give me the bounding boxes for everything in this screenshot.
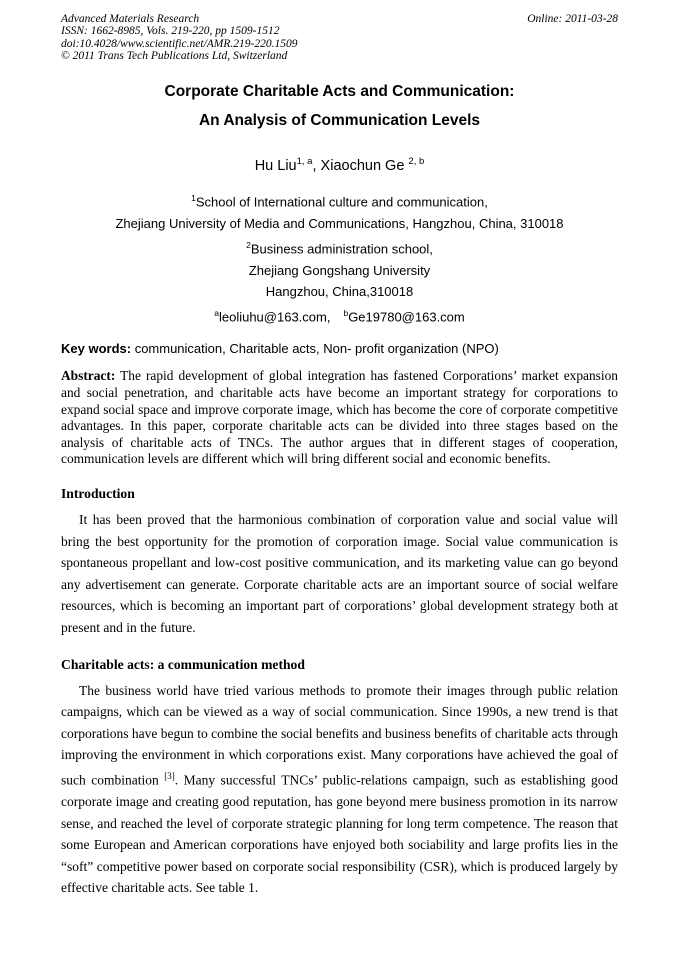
paper-title-line2: An Analysis of Communication Levels [198,111,481,129]
online-date: Online: 2011-03-28 [527,13,618,25]
affiliation-4-text: Zhejiang Gongshang University [248,262,431,278]
charitable-acts-text-after-ref: . Many successful TNCs’ public-relations campaign, such as establishing good corporate image and creating good reputation, has gone beyond mere business promotion in its narrow sense, and reached the level of corporate strategic planning for long term competence. The reason that some European and American corporations have enjoyed both sociability and large profits lies in the “soft” competitive power based on corporate social responsibility (CSR), which is produced largely by effective charitable acts. See table 1. [61,772,619,896]
charitable-acts-text-before-ref: The business world have tried various methods to promote their images through public relation campaigns, which can be viewed as a way of social communication. Since 1990s, a new trend is that corporations have begun to combine the social benefits and business benefits of charitable acts through improving the environment in which corporations exist. Many corporations have achieved the goal of such combination [61,682,618,788]
journal-name: Advanced Materials Research [61,13,200,25]
affiliation-line-2 [61,213,618,235]
journal-doi-line: doi:10.4028/www.scientific.net/AMR.219-220.1509 [61,37,298,50]
journal-info-block [61,13,297,63]
keywords-line [61,341,618,356]
citation-ref-3: [3] [164,770,175,781]
affiliation-line-4 [61,260,618,282]
affiliation-line-1 [61,188,618,213]
affiliation-line-5 [61,281,618,303]
authors-separator: , [312,157,321,174]
email-1-superscript: a [214,307,219,318]
affiliation-1-superscript: 1 [191,193,196,204]
affiliation-line-3 [61,235,618,260]
author-1-name: Hu Liu [254,157,297,174]
email-2: Ge19780@163.com [348,308,465,324]
email-2-superscript: b [343,307,349,318]
abstract-text: The rapid development of global integration has fastened Corporations’ market expansion and social penetration, and charitable acts have become an important strategy for corporations to expand social space and improve corporate image, which has become the core of corporate competitive advantages. In this paper, corporate charitable acts can be divided into three stages based on the analysis of charitable acts of TNCs. The author argues that in different stages of cooperation, communication levels are different which will bring different social and economic benefits. [61,368,618,467]
abstract-label: Abstract: [61,368,116,384]
affiliation-2-text: Zhejiang University of Media and Communications, Hangzhou, China, 310018 [115,216,564,232]
authors-line [61,153,618,175]
affiliations-block [61,188,618,327]
abstract-paragraph [61,368,618,468]
affiliation-1-text: School of International culture and communication, [195,194,488,210]
section-heading-charitable-acts: Charitable acts: a communication method [61,656,305,672]
affiliation-3-superscript: 2 [246,239,251,250]
keywords-label: Key words: [61,341,132,357]
section-heading-introduction: Introduction [61,486,135,501]
keywords-text: communication, Charitable acts, Non- profit organization (NPO) [131,341,499,357]
email-1: leoliuhu@163.com, [218,308,331,324]
author-1-superscript: 1, a [296,155,313,167]
journal-header [61,13,618,63]
paper-title-line1: Corporate Charitable Acts and Communication: [164,82,515,100]
author-2-superscript: 2, b [408,155,425,167]
journal-issn-line: ISSN: 1662-8985, Vols. 219-220, pp 1509-1512 [61,25,280,38]
journal-copyright-line: © 2011 Trans Tech Publications Ltd, Switzerland [61,50,288,63]
author-2-name: Xiaochun Ge [320,157,409,174]
introduction-paragraph: It has been proved that the harmonious combination of corporation value and social value will bring the best opportunity for the promotion of corporation image. Social value communication is spontaneous propellant and low-cost positive communication, and its marketing value can go beyond any advertisement can generate. Corporate charitable acts are an important source of social welfare resources, which is becoming an important part of corporations’ global development strategy both at present and in the future. [61,512,618,635]
emails-line [61,303,618,328]
charitable-acts-paragraph [61,680,618,899]
affiliation-3-text: Business administration school, [250,241,433,257]
paper-title [61,83,618,129]
affiliation-5-text: Hangzhou, China,310018 [265,284,414,300]
